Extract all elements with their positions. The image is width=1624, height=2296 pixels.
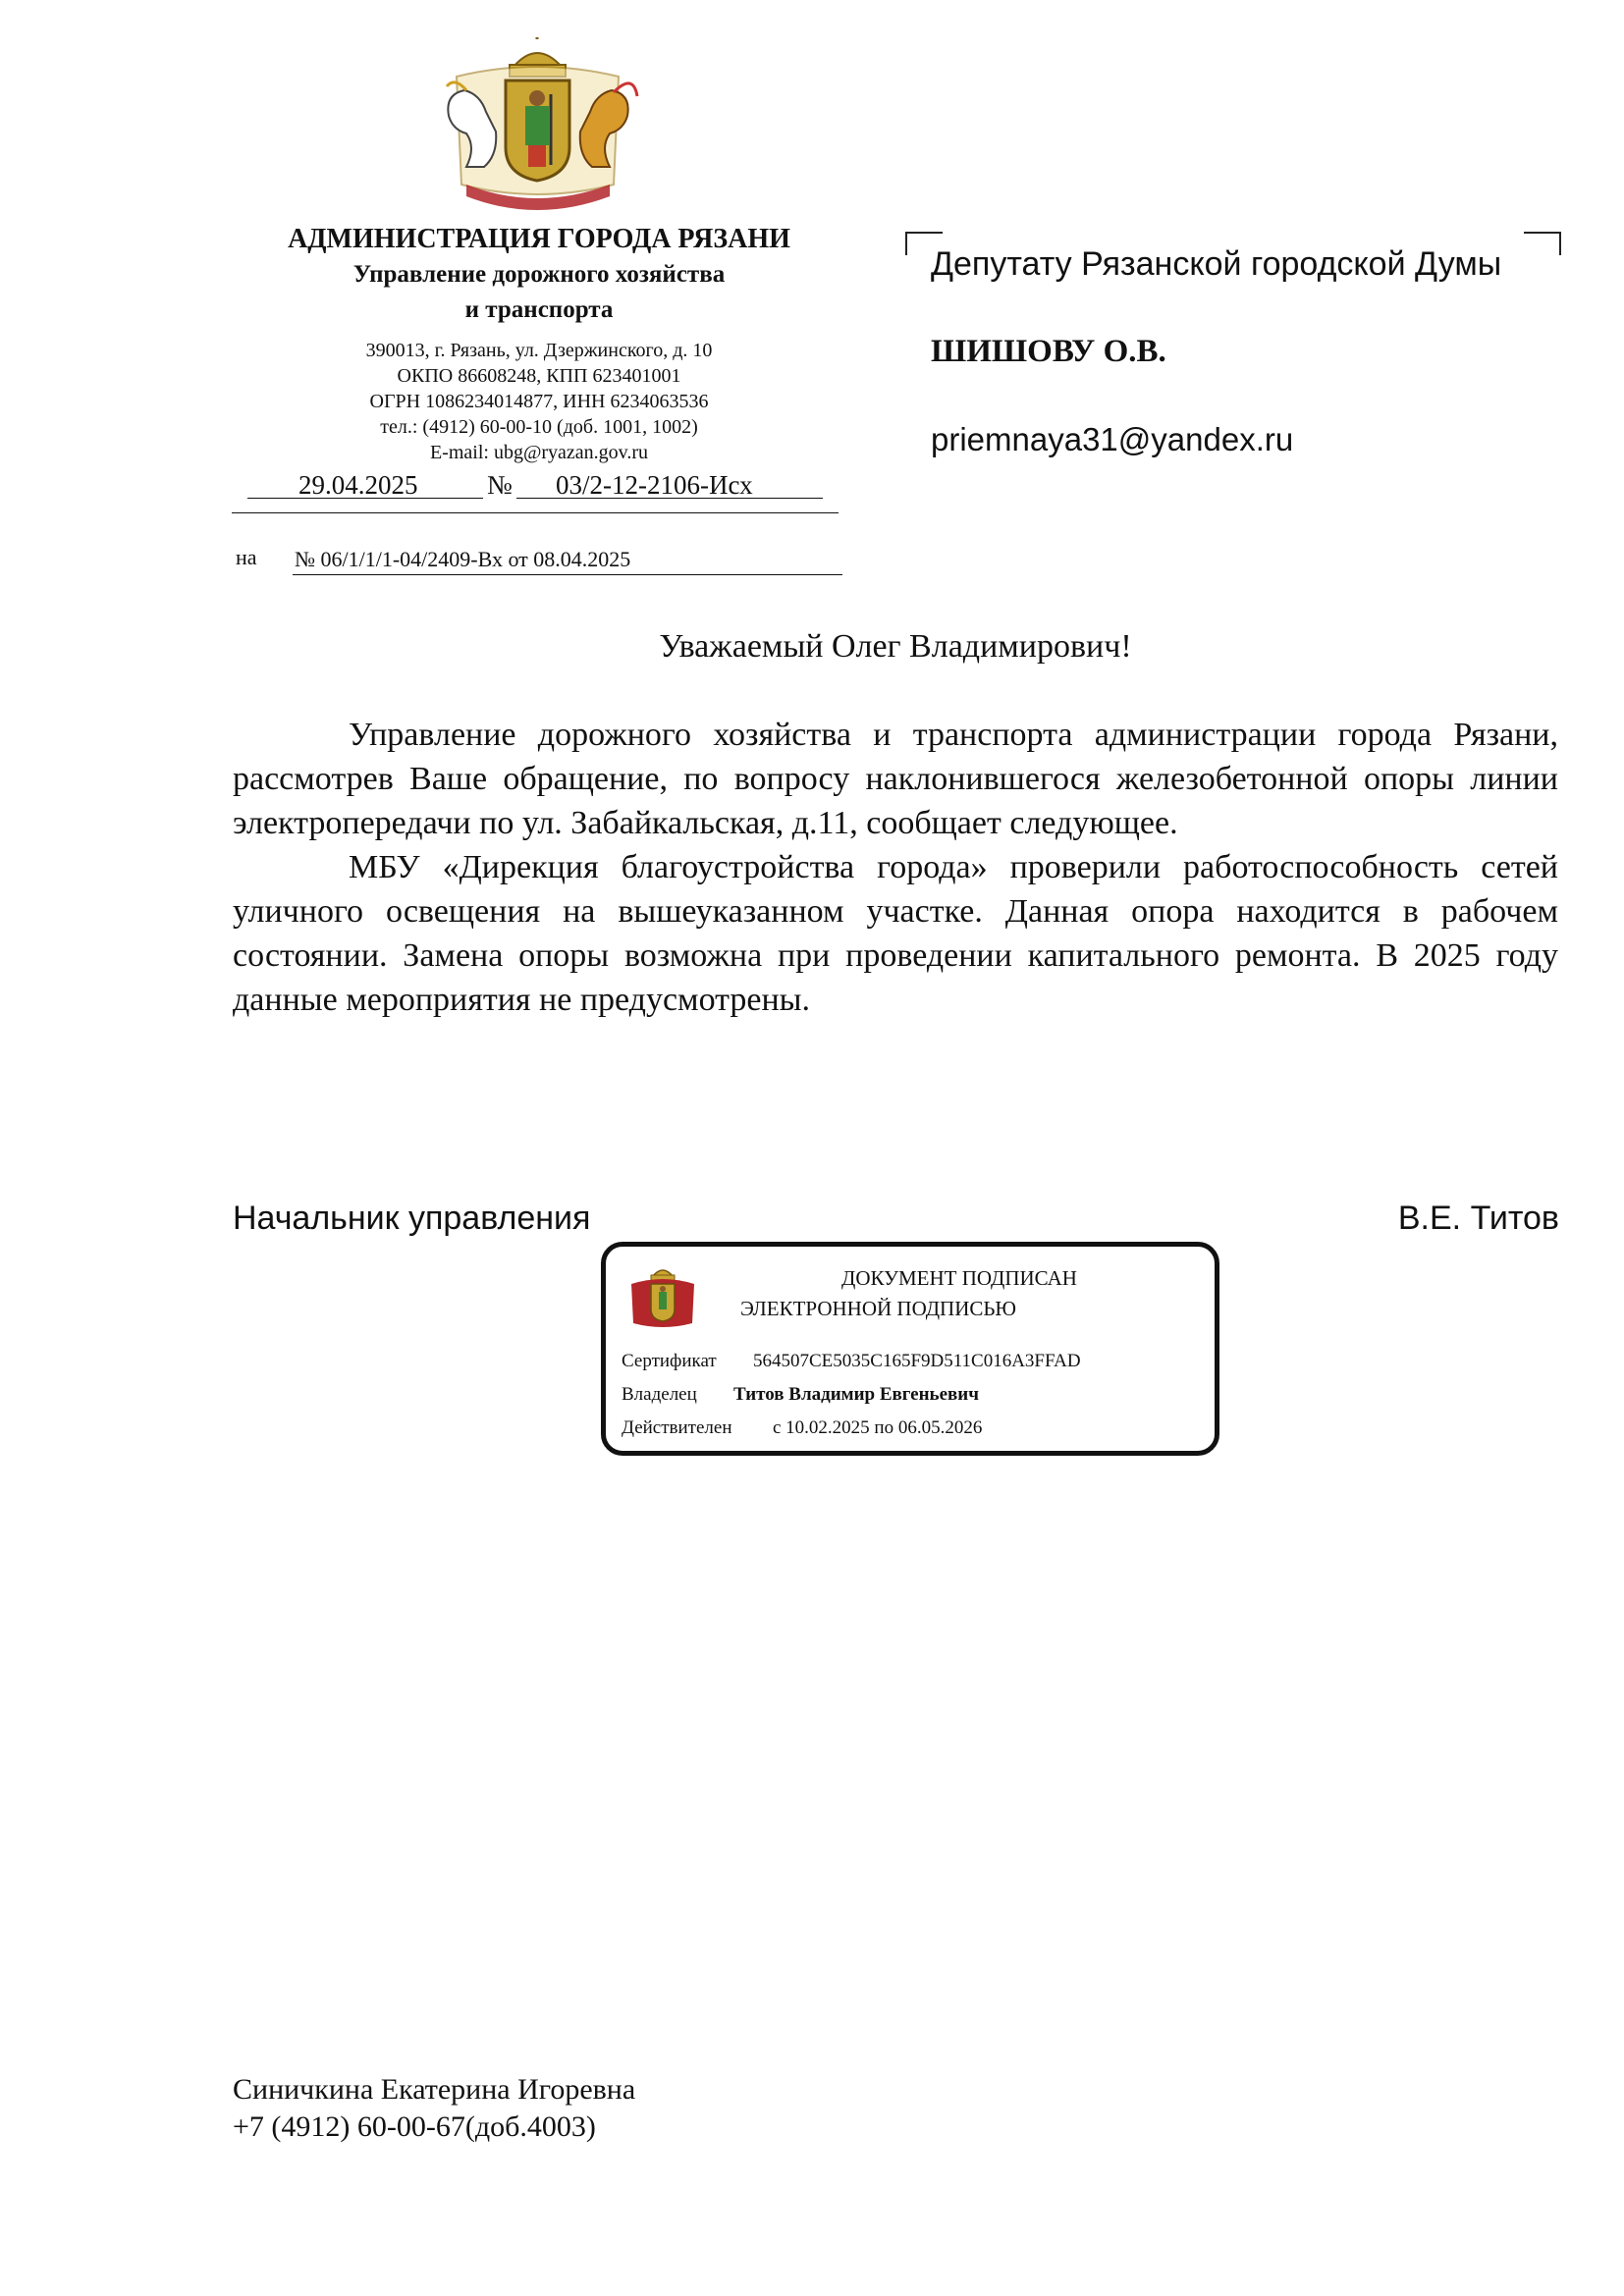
executor-phone: +7 (4912) 60-00-67(доб.4003) <box>233 2110 596 2143</box>
electronic-signature-stamp <box>601 1242 1219 1456</box>
org-address: 390013, г. Рязань, ул. Дзержинского, д. 10 <box>365 340 713 361</box>
owner-row <box>622 1384 979 1406</box>
department-line-2: и транспорта <box>464 296 614 323</box>
validity-row <box>622 1417 982 1439</box>
reply-reference: № 06/1/1/1-04/2409-Вх от 08.04.2025 <box>295 547 631 571</box>
org-email: E-mail: ubg@ryazan.gov.ru <box>429 442 649 463</box>
outgoing-date: 29.04.2025 <box>298 470 418 500</box>
owner-label: Владелец <box>622 1384 697 1405</box>
validity-value: с 10.02.2025 по 06.05.2026 <box>773 1417 983 1438</box>
registration-line <box>232 469 839 503</box>
owner-value: Титов Владимир Евгеньевич <box>733 1384 979 1405</box>
coat-of-arms-icon <box>623 1262 702 1331</box>
certificate-label: Сертификат <box>622 1351 717 1371</box>
addressee-position: Депутату Рязанской городской Думы <box>931 245 1502 283</box>
stamp-title-1: ДОКУМЕНТ ПОДПИСАН <box>841 1266 1077 1290</box>
address-corner-right <box>1524 232 1561 255</box>
header-divider <box>232 512 839 513</box>
coat-of-arms-icon <box>427 37 648 212</box>
addressee-email: priemnaya31@yandex.ru <box>931 421 1294 457</box>
greeting: Уважаемый Олег Владимирович! <box>659 628 1132 665</box>
executor-name: Синичкина Екатерина Игоревна <box>233 2073 636 2106</box>
certificate-row <box>622 1351 1081 1372</box>
executor-block <box>233 2071 635 2146</box>
paragraph: МБУ «Дирекция благоустройства города» проверили работоспособность сетей уличного освещения на вышеуказанном участке. Данная опора находится в рабочем состоянии. Замена опоры возможна при проведении капитального ремонта. В 2025 году данные мероприятия не предусмотрены. <box>233 849 1558 1018</box>
stamp-title-2: ЭЛЕКТРОННОЙ ПОДПИСЬЮ <box>739 1297 1017 1320</box>
validity-label: Действителен <box>622 1417 732 1438</box>
org-codes-okpo: ОКПО 86608248, КПП 623401001 <box>397 365 681 387</box>
reply-prefix: на <box>236 545 257 569</box>
letter-body <box>233 713 1558 1022</box>
certificate-value: 564507CE5035C165F9D511C016A3FFAD <box>753 1351 1081 1371</box>
signatory-name: В.Е. Титов <box>1397 1200 1559 1237</box>
addressee-name: ШИШОВУ О.В. <box>931 334 1166 369</box>
org-phone: тел.: (4912) 60-00-10 (доб. 1001, 1002) <box>380 416 698 438</box>
reply-reference-row <box>236 543 844 576</box>
org-title: АДМИНИСТРАЦИЯ ГОРОДА РЯЗАНИ <box>288 224 790 254</box>
number-sign: № <box>487 470 513 500</box>
paragraph: Управление дорожного хозяйства и транспорта администрации города Рязани, рассмотрев Ваше обращение, по вопросу наклонившегося железобетонной опоры линии электропередачи по ул. Забайкальская, д.11, сообщает следующее. <box>233 717 1558 841</box>
org-codes-ogrn: ОГРН 1086234014877, ИНН 6234063536 <box>369 391 709 412</box>
signatory-position: Начальник управления <box>233 1200 591 1237</box>
outgoing-number: 03/2-12-2106-Исх <box>556 470 753 500</box>
department-line-1: Управление дорожного хозяйства <box>352 261 726 288</box>
